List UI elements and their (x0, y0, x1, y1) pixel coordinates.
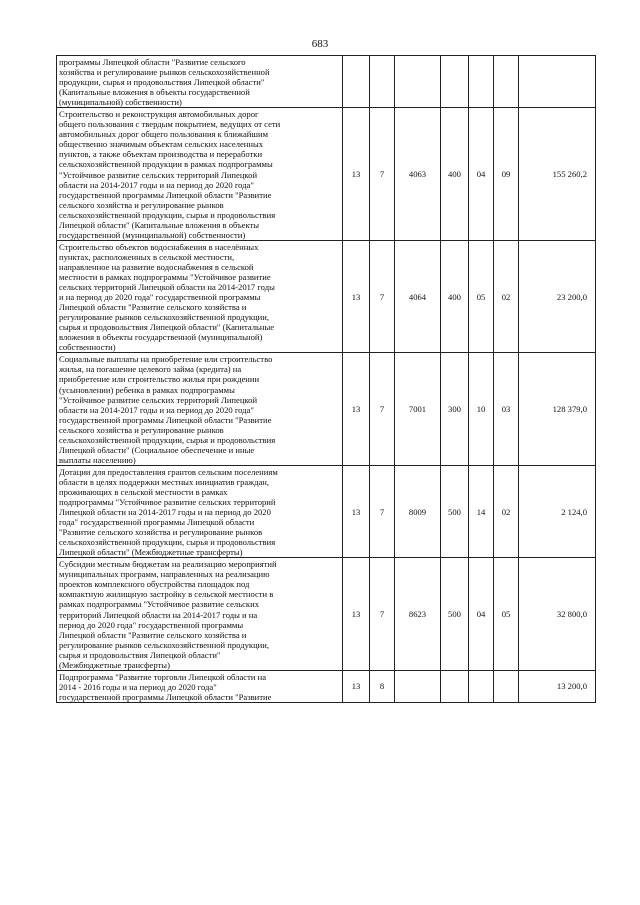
description-line: автомобильных дорог общего пользования к ближайшим (59, 129, 269, 140)
description-line: 2014 - 2016 годы и на период до 2020 года" (59, 681, 217, 692)
target-article-cell: 8009 (395, 465, 441, 557)
description-line: Социальные выплаты на приобретение или строительство (59, 354, 273, 365)
subsection-cell: 09 (494, 108, 519, 241)
description-line: компактную жилищную застройку в сельской местности в (59, 589, 274, 600)
expense-type-cell: 400 (441, 108, 469, 241)
amount-cell: 13 200,0 (519, 670, 596, 702)
table-row (57, 240, 596, 353)
description-line: государственной программы Липецкой области "Развитие (59, 189, 272, 200)
amount-cell: 155 260,2 (519, 108, 596, 241)
expense-type-cell (441, 670, 469, 702)
table-row (57, 465, 596, 557)
section-cell: 04 (469, 558, 494, 671)
admin-code-cell: 13 (343, 108, 370, 241)
program-code-cell: 7 (370, 465, 395, 557)
section-cell: 10 (469, 353, 494, 466)
description-line: собственности) (59, 342, 116, 353)
expense-type-cell: 500 (441, 558, 469, 671)
description-line: сельских территорий Липецкой области на 2014-2017 годы (59, 282, 275, 293)
table-row (57, 558, 596, 671)
description-line: Субсидии местным бюджетам на реализацию мероприятий (59, 559, 277, 570)
section-cell: 04 (469, 108, 494, 241)
target-article-cell: 8623 (395, 558, 441, 671)
description-cell (57, 465, 343, 557)
admin-code-cell: 13 (343, 353, 370, 466)
description-line: Липецкой области" (Капитальные вложения в объекты (59, 219, 260, 230)
program-code-cell: 8 (370, 670, 395, 702)
admin-code-cell: 13 (343, 240, 370, 353)
program-code-cell: 7 (370, 240, 395, 353)
description-line: (муниципальной) собственности) (59, 97, 182, 108)
description-line: Липецкой области "Развитие сельского хозяйства и (59, 302, 247, 313)
description-line: регулирование рынков сельскохозяйственной продукции, (59, 639, 270, 650)
description-cell (57, 558, 343, 671)
target-article-cell (395, 670, 441, 702)
description-line: проживающих в сельской местности в рамках (59, 486, 228, 497)
subsection-cell: 02 (494, 465, 519, 557)
description-line: проектов комплексного обустройства площадок под (59, 579, 250, 590)
table-row (57, 108, 596, 241)
description-line: области в целях поддержки местных инициатив граждан, (59, 476, 270, 487)
description-line: сельского хозяйства и регулирование рынков (59, 424, 224, 435)
subsection-cell: 02 (494, 240, 519, 353)
program-code-cell: 7 (370, 558, 395, 671)
table-row (57, 670, 596, 702)
description-line: регулирование рынков сельскохозяйственной продукции, (59, 312, 270, 323)
amount-cell: 23 200,0 (519, 240, 596, 353)
amount-cell: 2 124,0 (519, 465, 596, 557)
description-line: Липецкой области" (Социальное обеспечение и иные (59, 444, 255, 455)
description-line: государственной (муниципальной) собственности) (59, 229, 246, 240)
description-line: Подпрограмма "Развитие торговли Липецкой области на (59, 671, 267, 682)
description-line: (Межбюджетные трансферты) (59, 659, 170, 670)
section-cell: 05 (469, 240, 494, 353)
admin-code-cell: 13 (343, 558, 370, 671)
description-line: подпрограммы "Устойчивое развитие сельских территорий (59, 497, 276, 508)
description-line: Липецкой области" (Межбюджетные трансферты) (59, 547, 243, 558)
description-line: "Устойчивое развитие сельских территорий Липецкой (59, 394, 258, 405)
description-line: выплаты населению) (59, 454, 136, 465)
description-line: года" государственной программы Липецкой области (59, 517, 255, 528)
target-article-cell: 4063 (395, 108, 441, 241)
description-line: сельского хозяйства и регулирование рынков (59, 199, 224, 210)
description-line: жилья, на погашение целевого займа (кредита) на (59, 364, 242, 375)
description-line: пунктов, а также объектам производства и переработки (59, 149, 263, 160)
table-row (57, 353, 596, 466)
amount-cell: 32 800,0 (519, 558, 596, 671)
description-line: (Капитальные вложения в объекты государственной (59, 87, 250, 98)
description-line: Строительство объектов водоснабжения в населённых (59, 241, 259, 252)
description-line: пунктах, расположенных в сельской местности, (59, 251, 235, 262)
expense-type-cell: 300 (441, 353, 469, 466)
amount-cell: 128 379,0 (519, 353, 596, 466)
description-line: и на период до 2020 года" государственной программы (59, 292, 261, 303)
subsection-cell (494, 670, 519, 702)
description-line: Строительство и реконструкция автомобильных дорог (59, 109, 259, 120)
description-line: приобретение или строительство жилья при рождении (59, 374, 260, 385)
expense-type-cell: 500 (441, 465, 469, 557)
description-line: (усыновлении) ребенка в рамках подпрограммы (59, 384, 235, 395)
description-line: сырья и продовольствия Липецкой области" (Капитальные (59, 322, 275, 333)
page-number: 683 (311, 38, 329, 50)
description-line: области на 2014-2017 годы и на период до 2020 года" (59, 404, 254, 415)
description-line: "Развитие сельского хозяйства и регулирование рынков (59, 527, 263, 538)
admin-code-cell: 13 (343, 465, 370, 557)
description-cell (57, 670, 343, 702)
section-cell (469, 56, 494, 108)
description-line: государственной программы Липецкой области "Развитие (59, 414, 272, 425)
description-line: территорий Липецкой области на 2014-2017 годы и на (59, 609, 258, 620)
description-line: Липецкой области на 2014-2017 годы и на период до 2020 (59, 507, 271, 518)
description-line: период до 2020 года" государственной программы (59, 619, 244, 630)
description-line: общего пользования с твердым покрытием, ведущих от сети (59, 119, 281, 130)
program-code-cell: 7 (370, 108, 395, 241)
table-row (57, 56, 596, 108)
target-article-cell (395, 56, 441, 108)
description-cell (57, 108, 343, 241)
description-line: хозяйства и регулирование рынков сельскохозяйственной (59, 67, 270, 78)
target-article-cell: 4064 (395, 240, 441, 353)
description-line: области на 2014-2017 годы и на период до 2020 года" (59, 179, 254, 190)
description-line: сельскохозяйственной продукции, сырья и продовольствия (59, 434, 276, 445)
budget-table (56, 55, 596, 703)
description-line: сельскохозяйственной продукции, сырья и продовольствия (59, 209, 276, 220)
expense-type-cell: 400 (441, 240, 469, 353)
description-line: программы Липецкой области "Развитие сельского (59, 57, 246, 67)
subsection-cell: 05 (494, 558, 519, 671)
description-cell (57, 240, 343, 353)
description-cell (57, 56, 343, 108)
description-cell (57, 353, 343, 466)
description-line: вложения в объекты государственной (муниципальной) (59, 332, 263, 343)
admin-code-cell: 13 (343, 670, 370, 702)
description-line: сельскохозяйственной продукции, сырья и продовольствия (59, 537, 276, 548)
description-line: продукции, сырья и продовольствия Липецкой области" (59, 77, 265, 88)
amount-cell (519, 56, 596, 108)
description-line: сельскохозяйственной продукции в рамках подпрограммы (59, 159, 273, 170)
description-line: направленное на развитие водоснабжения в сельской (59, 261, 254, 272)
description-line: государственной программы Липецкой области "Развитие (59, 691, 272, 702)
subsection-cell (494, 56, 519, 108)
budget-table-body (57, 56, 596, 703)
section-cell (469, 670, 494, 702)
program-code-cell (370, 56, 395, 108)
expense-type-cell (441, 56, 469, 108)
target-article-cell: 7001 (395, 353, 441, 466)
description-line: Липецкой области "Развитие сельского хозяйства и (59, 629, 247, 640)
description-line: Дотации для предоставления грантов сельским поселениям (59, 466, 278, 477)
description-line: муниципальных программ, направленных на реализацию (59, 569, 270, 580)
description-line: "Устойчивое развитие сельских территорий Липецкой (59, 169, 258, 180)
section-cell: 14 (469, 465, 494, 557)
description-line: сырья и продовольствия Липецкой области" (59, 649, 221, 660)
description-line: рамках подпрограммы "Устойчивое развитие сельских (59, 599, 260, 610)
description-line: местности в рамках подпрограммы "Устойчивое развитие (59, 271, 271, 282)
admin-code-cell (343, 56, 370, 108)
program-code-cell: 7 (370, 353, 395, 466)
subsection-cell: 03 (494, 353, 519, 466)
description-line: общественно значимым объектам сельских населенных (59, 139, 264, 150)
